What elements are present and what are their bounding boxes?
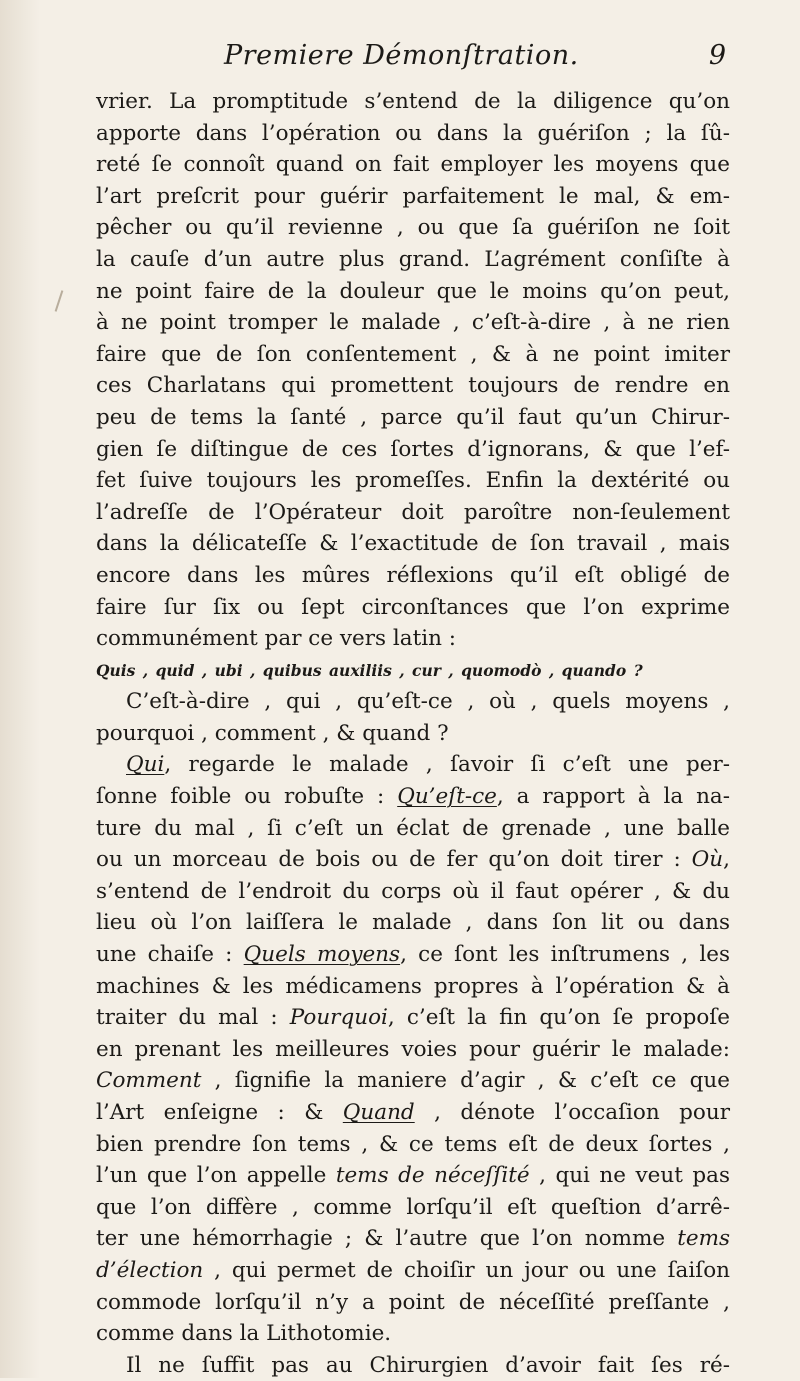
text-segment: l’un que l’on appelle — [96, 1163, 336, 1189]
emphasized-term: Quels moyens — [243, 942, 401, 968]
text-line — [96, 718, 730, 750]
text-segment: faire ſur ſix ou ſept circonſtances que l’on exprime — [96, 594, 730, 620]
text-segment: faire que de ſon conſentement , & à ne point imiter — [96, 341, 730, 367]
text-segment: pourquoi , comment , & quand ? — [96, 720, 449, 746]
text-line — [96, 307, 730, 339]
text-line — [96, 276, 730, 308]
text-segment: ſonne foible ou robuſte : — [96, 784, 398, 810]
text-segment: ture du mal , ſi c’eſt un éclat de grenade , une balle — [96, 815, 730, 841]
text-line — [96, 1287, 730, 1319]
text-line — [96, 939, 730, 971]
text-line — [96, 560, 730, 592]
text-line — [96, 149, 730, 181]
page-number: 9 — [708, 40, 726, 71]
text-line — [96, 1255, 730, 1287]
emphasized-term: d’élection — [96, 1257, 204, 1283]
text-line — [96, 1160, 730, 1192]
text-line — [96, 1097, 730, 1129]
text-segment: apporte dans l’opération ou dans la guériſon ; la ſû- — [96, 120, 730, 146]
text-line — [96, 1065, 730, 1097]
text-line — [96, 1350, 730, 1381]
text-segment: à ne point tromper le malade , c’eſt-à-dire , à ne rien — [96, 310, 730, 336]
text-segment: l’adreſſe de l’Opérateur doit paroître non-ſeulement — [96, 499, 730, 525]
text-line — [96, 749, 730, 781]
text-segment: , a rapport à la na- — [496, 784, 730, 810]
text-line — [96, 592, 730, 624]
text-segment: la cauſe d’un autre plus grand. L’agrément conſiſte à — [96, 246, 730, 272]
text-line — [96, 907, 730, 939]
text-segment: machines & les médicamens propres à l’opération & à — [96, 973, 730, 999]
text-line — [96, 813, 730, 845]
text-line — [96, 528, 730, 560]
text-segment: C’eſt-à-dire , qui , qu’eſt-ce , où , quels moyens , — [126, 689, 730, 715]
text-line — [96, 1318, 730, 1350]
text-segment: pêcher ou qu’il revienne , ou que ſa guériſon ne ſoit — [96, 215, 730, 241]
text-line — [96, 244, 730, 276]
margin-mark — [55, 290, 64, 312]
text-line — [96, 212, 730, 244]
text-line — [96, 623, 730, 655]
emphasized-term: Pourquoi — [289, 1005, 388, 1031]
text-line — [96, 1034, 730, 1066]
body-text — [96, 86, 730, 1381]
text-segment: l’art preſcrit pour guérir parfaitement le mal, & em- — [96, 183, 730, 209]
text-line — [96, 86, 730, 118]
latin-verse-line — [96, 655, 730, 687]
text-line — [96, 339, 730, 371]
text-segment: reté ſe connoît quand on fait employer les moyens que — [96, 152, 730, 178]
text-line — [96, 1192, 730, 1224]
text-line — [96, 971, 730, 1003]
text-segment: , — [723, 847, 730, 873]
text-line — [96, 370, 730, 402]
emphasized-term: tems — [677, 1226, 730, 1252]
text-segment: Quis , quid , ubi , quibus auxiliis , cur , quomodò , quando ? — [96, 660, 643, 680]
emphasized-term: Comment — [96, 1068, 202, 1094]
text-line — [96, 1002, 730, 1034]
text-segment: , regarde le malade , ſavoir ſi c’eſt une per- — [164, 752, 730, 778]
text-segment: fet ſuive toujours les promeſſes. Enfin la dextérité ou — [96, 468, 730, 494]
emphasized-term: Qu’eſt-ce — [397, 784, 497, 810]
text-segment: communément par ce vers latin : — [96, 626, 457, 652]
text-line — [96, 434, 730, 466]
text-line — [96, 844, 730, 876]
text-line — [96, 181, 730, 213]
page-header — [96, 40, 726, 80]
emphasized-term: Quand — [342, 1100, 415, 1125]
text-segment: ou un morceau de bois ou de fer qu’on doit tirer : — [96, 847, 692, 873]
text-segment: peu de tems la ſanté , parce qu’il faut qu’un Chirur- — [96, 404, 730, 430]
text-segment: que l’on diffère , comme lorſqu’il eſt queſtion d’arrê- — [96, 1194, 730, 1220]
text-segment: l’Art enſeigne : & — [96, 1100, 343, 1125]
text-segment: , qui ne veut pas — [529, 1163, 730, 1189]
text-segment: s’entend de l’endroit du corps où il faut opérer , & du — [96, 878, 730, 904]
text-segment: gien ſe diſtingue de ces ſortes d’ignorans, & que l’ef- — [96, 436, 730, 462]
text-segment: vrier. La promptitude s’entend de la diligence qu’on — [96, 89, 730, 114]
text-segment: , c’eſt la fin qu’on ſe propoſe — [387, 1005, 730, 1031]
text-segment: , dénote l’occaſion pour — [414, 1100, 730, 1125]
text-segment: , ce ſont les inſtrumens , les — [400, 942, 731, 968]
text-line — [96, 1223, 730, 1255]
text-segment: Il ne ſuffit pas au Chirurgien d’avoir fait ſes ré- — [126, 1352, 730, 1378]
text-line — [96, 781, 730, 813]
text-line — [96, 1129, 730, 1161]
text-line — [96, 402, 730, 434]
text-segment: commode lorſqu’il n’y a point de néceſſité preſſante , — [96, 1289, 730, 1315]
running-title: Premiere Démonſtration. — [224, 40, 579, 71]
text-segment: ter une hémorrhagie ; & l’autre que l’on nomme — [96, 1226, 678, 1252]
text-line — [96, 686, 730, 718]
text-segment: traiter du mal : — [96, 1005, 290, 1031]
text-segment: ces Charlatans qui promettent toujours de rendre en — [96, 373, 730, 399]
text-line — [96, 876, 730, 908]
text-segment: bien prendre ſon tems , & ce tems eſt de deux ſortes , — [96, 1131, 730, 1157]
text-line — [96, 465, 730, 497]
text-segment: en prenant les meilleures voies pour guérir le malade: — [96, 1036, 730, 1062]
text-segment: , qui permet de choiſir un jour ou une ſaiſon — [203, 1257, 730, 1283]
text-segment: lieu où l’on laiſſera le malade , dans ſon lit ou dans — [96, 910, 730, 936]
emphasized-term: Qui — [126, 752, 165, 778]
emphasized-term: tems de néceſſité — [335, 1163, 530, 1189]
text-segment: encore dans les mûres réflexions qu’il eſt obligé de — [96, 562, 730, 588]
text-segment: , ſignifie la maniere d’agir , & c’eſt ce que — [201, 1068, 730, 1094]
text-segment: une chaiſe : — [96, 942, 244, 968]
text-segment: ne point faire de la douleur que le moins qu’on peut, — [96, 278, 730, 304]
text-segment: comme dans la Lithotomie. — [96, 1321, 392, 1347]
text-line — [96, 118, 730, 150]
text-segment: dans la délicateſſe & l’exactitude de ſon travail , mais — [96, 531, 730, 557]
text-line — [96, 497, 730, 529]
emphasized-term: Où — [691, 847, 724, 873]
